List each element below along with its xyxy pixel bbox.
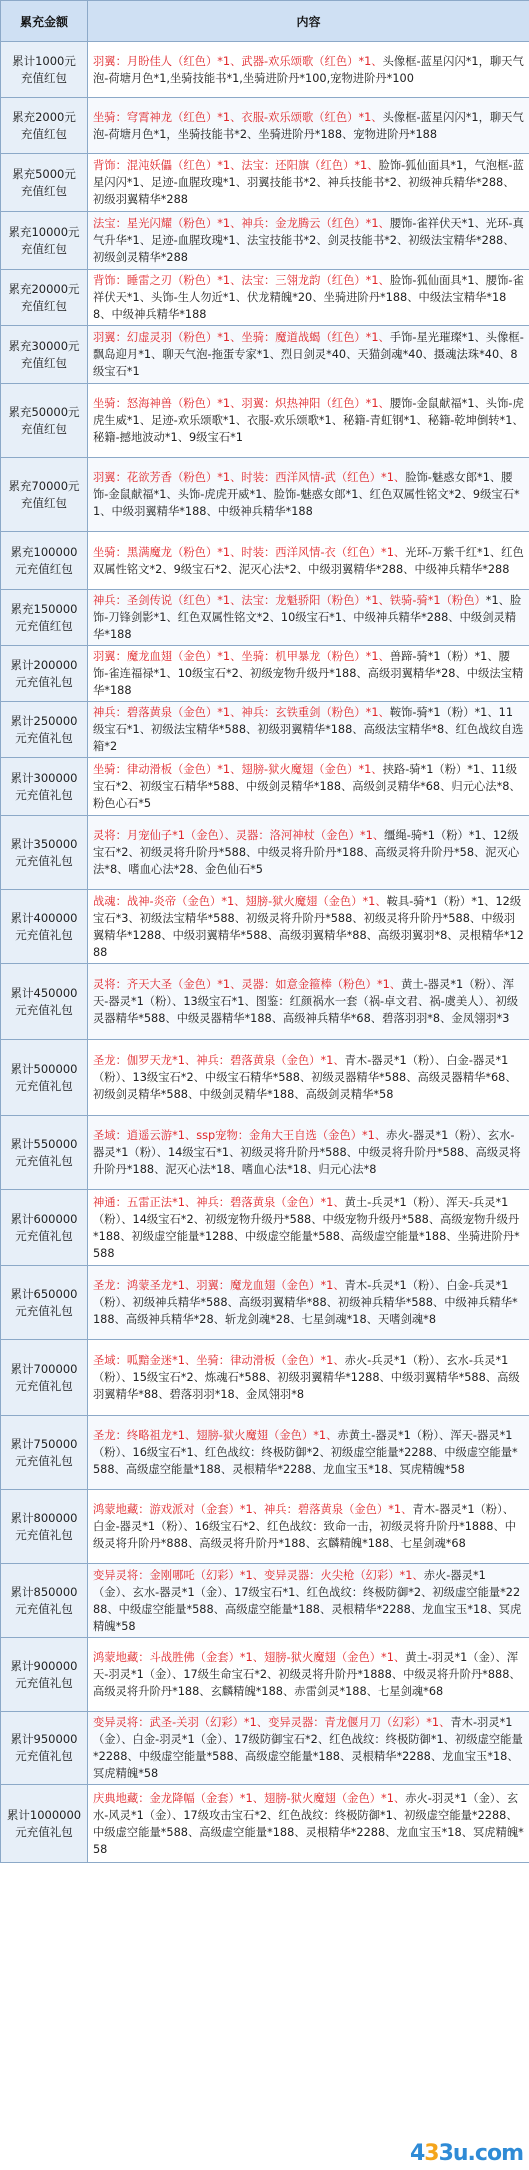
amount-cell: [1, 1785, 88, 1863]
amount-sublabel: 元充值礼包: [15, 1303, 73, 1318]
amount-sublabel: 充值红包: [21, 421, 67, 436]
table-row: [1, 702, 529, 758]
reward-content-cell: [88, 816, 529, 890]
amount-cell: [1, 42, 88, 98]
table-body: [1, 42, 529, 1863]
reward-content-cell: [88, 98, 529, 154]
reward-content-cell: [88, 1785, 529, 1863]
amount-cell: [1, 1040, 88, 1116]
amount-cell: [1, 1638, 88, 1712]
reward-list-text: 脸饰-狐仙面具*1，气泡框-蓝星闪闪*1、足迹-血腥玫瑰*1、羽翼技能书*2、神兵技能书*2、初级神兵精华*288、初级羽翼精华*288: [93, 159, 524, 206]
reward-list-text: 黄土-羽灵*1（金）、浑天-羽灵*1（金）、17级生命宝石*2、初级灵将升阶丹*1888、中级灵将升阶丹*888、高级灵将升阶丹*188、玄麟精魄*188、赤雷剑灵*188、七星剑魂*68: [93, 1651, 521, 1698]
amount-sublabel: 元充值礼包: [15, 1378, 73, 1393]
table-row: [1, 270, 529, 326]
table-row: [1, 646, 529, 702]
reward-content-cell: [88, 1712, 529, 1785]
amount-cell: [1, 458, 88, 532]
reward-list-text: 黄土-器灵*1（粉）、浑天-器灵*1（粉）、13级宝石*1、图鉴：红颜祸水一套（祸-卓文君、祸-虞美人）、初级灵器精华*588、中级灵器精华*188、高级神兵精华*68、碧落羽羽*8、金凤翎羽*3: [93, 978, 519, 1025]
featured-reward-text: 羽翼：魔龙血翅（金色）*1、坐骑：机甲暴龙（粉色）*1、: [93, 650, 390, 663]
reward-list-text: 挟路-骑*1（粉）*1、11级宝石*2、初级宝石精华*588、中级剑灵精华*188、高级剑灵精华*68、归元心法*8、粉色心石*5: [93, 763, 521, 810]
amount-label: 累充30000元: [8, 338, 80, 353]
featured-reward-text: 鸿蒙地藏：斗战胜佛（金套）*1、翅膀-狱火魔翅（金色）*1、: [93, 1651, 406, 1664]
reward-list-text: 青木-羽灵*1（金）、白金-羽灵*1（金）、17级防御宝石*2、红色战纹：终极防御*1、初级虚空能量*2288、中级虚空能量*588、高级虚空能量*188、灵根精华*2288、龙血宝玉*18、冥虎精魄*58: [93, 1716, 523, 1780]
featured-reward-text: 圣域：逍遥云游*1、ssp宠物：金角大王自选（金色）*1、: [93, 1129, 387, 1142]
reward-list-text: 脸饰-魅惑女郎*1、腰饰-金鼠献福*1、头饰-虎虎开威*1、脸饰-魅惑女郎*1、红色双属性铭文*2、9级宝石*1、中级羽翼精华*188、中级神兵精华*188: [93, 471, 520, 518]
reward-content-cell: [88, 326, 529, 384]
reward-content-cell: [88, 458, 529, 532]
table-row: [1, 758, 529, 816]
amount-label: 累充20000元: [8, 281, 80, 296]
column-header-content: 内容: [88, 1, 529, 42]
amount-cell: [1, 98, 88, 154]
featured-reward-text: 圣域：呱黯金迷*1、坐骑：律动滑板（金色）*1、: [93, 1354, 345, 1367]
amount-sublabel: 元充值礼包: [15, 674, 73, 689]
reward-list-text: 赤火-器灵*1（粉）、玄水-器灵*1（粉）、14级宝石*1、初级灵将升阶丹*588、中级灵将升阶丹*588、高级灵将升阶丹*188、泥灭心法*18、嗜血心法*18、归元心法*8: [93, 1129, 521, 1176]
amount-label: 累计800000: [10, 1510, 78, 1525]
amount-label: 累充70000元: [8, 478, 80, 493]
amount-sublabel: 元充值礼包: [15, 1002, 73, 1017]
amount-label: 累计450000: [10, 985, 78, 1000]
reward-content-cell: [88, 1040, 529, 1116]
amount-label: 累计850000: [10, 1584, 78, 1599]
reward-list-text: 头像框-蓝星闪闪*1，聊天气泡-荷塘月色*1,坐骑技能书*1,坐骑进阶丹*100,宠物进阶丹*100: [93, 54, 524, 85]
reward-content-cell: [88, 42, 529, 98]
amount-sublabel: 充值红包: [21, 126, 67, 141]
table-row: [1, 212, 529, 270]
featured-reward-text: 灵将：齐天大圣（金色）*1、灵器：如意金箍棒（粉色）*1、: [93, 978, 402, 991]
reward-list-text: 鞍具-骑*1（粉）*1、12级宝石*3、初级法宝精华*588、初级灵将升阶丹*588、初级灵将升阶丹*588、中级羽翼精华*1288、中级羽翼精华*588、高级羽翼精华*88、高级羽翼羽*8、灵根精华*1288: [93, 894, 524, 959]
column-header-amount: 累充金额: [1, 1, 88, 42]
amount-sublabel: 元充值红包: [15, 561, 73, 576]
reward-content-cell: [88, 964, 529, 1040]
amount-cell: [1, 154, 88, 212]
table-row: [1, 1416, 529, 1490]
amount-sublabel: 充值红包: [21, 70, 67, 85]
amount-cell: [1, 212, 88, 270]
reward-list-text: 黄土-兵灵*1（粉）、浑天-兵灵*1（粉）、14级宝石*2、初级宠物升级丹*588、中级宠物升级丹*588、高级宠物升级丹*188、初级虚空能量*1288、中级虚空能量*588、高级虚空能量*188、坐骑进阶丹*588: [93, 1195, 520, 1260]
amount-cell: [1, 816, 88, 890]
reward-list-text: 缰绳-骑*1（粉）*1、12级宝石*2、初级灵将升阶丹*588、中级灵将升阶丹*188、高级灵将升阶丹*58、泥灭心法*8、嗜血心法*28、金色仙石*5: [93, 829, 520, 876]
table-row: [1, 326, 529, 384]
featured-reward-text: 神兵：碧落黄泉（金色）*1、神兵：玄铁重剑（粉色）*1、: [93, 706, 390, 719]
featured-reward-text: 灵将：月宠仙子*1（金色）、灵器：洛河神杖（金色）*1、: [93, 829, 385, 842]
reward-content-cell: [88, 890, 529, 964]
amount-label: 累计250000: [10, 713, 78, 728]
amount-sublabel: 元充值礼包: [15, 1078, 73, 1093]
featured-reward-text: 神通：五雷正法*1、神兵：碧落黄泉（金色）*1、: [93, 1195, 345, 1209]
amount-label: 累充150000: [10, 601, 78, 616]
reward-content-cell: [88, 1416, 529, 1490]
featured-reward-text: 战魂：战神-炎帝（金色）*1、翅膀-狱火魔翅（金色）*1、: [93, 894, 387, 908]
amount-label: 累充2000元: [12, 109, 76, 124]
reward-content-cell: [88, 1490, 529, 1564]
reward-list-text: 鞍饰-骑*1（粉）*1、11级宝石*1、初级法宝精华*588、初级羽翼精华*188、高级法宝精华*8、红色战纹自选箱*2: [93, 706, 524, 753]
amount-cell: [1, 384, 88, 458]
amount-cell: [1, 964, 88, 1040]
amount-label: 累计650000: [10, 1286, 78, 1301]
table-row: [1, 1490, 529, 1564]
featured-reward-text: 羽翼：花欲芳香（粉色）*1、时装：西洋风情-武（红色）*1、: [93, 471, 406, 484]
amount-sublabel: 元充值礼包: [15, 1153, 73, 1168]
featured-reward-text: 庆典地藏：金龙降幅（金套）*1、翅膀-狱火魔翅（金色）*1、: [93, 1791, 406, 1805]
amount-label: 累计400000: [10, 910, 78, 925]
table-row: [1, 1564, 529, 1638]
table-row: [1, 1638, 529, 1712]
amount-sublabel: 元充值礼包: [15, 1675, 73, 1690]
amount-sublabel: 元充值礼包: [15, 1749, 73, 1763]
reward-content-cell: [88, 758, 529, 816]
table-row: [1, 1340, 529, 1416]
featured-reward-text: 羽翼：幻虚灵羽（粉色）*1、坐骑：魔道战蝎（红色）*1、: [93, 331, 390, 344]
table-row: [1, 1116, 529, 1190]
amount-cell: [1, 1266, 88, 1340]
reward-list-text: 头像框-蓝星闪闪*1，聊天气泡-荷塘月色*1，坐骑技能书*2、坐骑进阶丹*188、宠物进阶丹*188: [93, 110, 524, 141]
amount-label: 累计600000: [10, 1211, 78, 1226]
amount-label: 累计550000: [10, 1136, 78, 1151]
featured-reward-text: 背饰：混沌妖儡（红色）*1、法宝：还阳旗（红色）*1、: [93, 159, 379, 172]
amount-sublabel: 元充值礼包: [15, 1824, 73, 1839]
featured-reward-text: 法宝：星光闪耀（粉色）*1、神兵：金龙腾云（红色）*1、: [93, 217, 390, 230]
amount-sublabel: 元充值礼包: [15, 1453, 73, 1468]
amount-sublabel: 元充值礼包: [15, 927, 73, 942]
reward-list-text: 手饰-星光璀璨*1、头像框-飘岛迎月*1、聊天气泡-拖蛋专家*1、烈日剑灵*40、天猫剑魂*40、摄魂法珠*40、8级宝石*1: [93, 331, 524, 378]
reward-list-text: 青木-器灵*1（粉）、白金-器灵*1（粉）、13级宝石*2、中级宝石精华*588、初级灵器精华*588、高级灵器精华*68、初级剑灵精华*588、中级剑灵精华*188、高级剑灵精华*58: [93, 1054, 517, 1101]
table-row: [1, 890, 529, 964]
amount-label: 累计500000: [10, 1061, 78, 1076]
amount-cell: [1, 646, 88, 702]
table-row: [1, 1266, 529, 1340]
featured-reward-text: 背饰：睡雷之刃（粉色）*1、法宝：三翎龙韵（红色）*1、: [93, 274, 390, 287]
amount-cell: [1, 1190, 88, 1266]
amount-cell: [1, 1490, 88, 1564]
amount-label: 累计1000元: [12, 53, 76, 68]
amount-cell: [1, 1340, 88, 1416]
reward-content-cell: [88, 1266, 529, 1340]
amount-label: 累计200000: [10, 657, 78, 672]
reward-content-cell: [88, 532, 529, 590]
reward-list-text: 青木-兵灵*1（粉）、白金-兵灵*1（粉）、初级神兵精华*588、高级羽翼精华*88、初级神兵精华*588、中级神兵精华*188、高级神兵精华*28、斩龙剑魂*28、七星剑魂*18、天嗜剑魂*8: [93, 1279, 518, 1326]
reward-content-cell: [88, 1190, 529, 1266]
amount-cell: [1, 1564, 88, 1638]
amount-label: 累充5000元: [12, 166, 76, 181]
amount-sublabel: 充值红包: [21, 298, 67, 313]
reward-content-cell: [88, 590, 529, 646]
table-row: [1, 384, 529, 458]
amount-label: 累计750000: [10, 1436, 78, 1451]
featured-reward-text: 坐骑：穹霄神龙（红色）*1、衣服-欢乐颂歌（红色）*1、: [93, 110, 383, 124]
amount-sublabel: 充值红包: [21, 495, 67, 510]
amount-cell: [1, 758, 88, 816]
amount-cell: [1, 590, 88, 646]
reward-content-cell: [88, 702, 529, 758]
reward-content-cell: [88, 1638, 529, 1712]
table-row: [1, 1040, 529, 1116]
amount-sublabel: 元充值礼包: [15, 1527, 73, 1542]
amount-cell: [1, 1712, 88, 1785]
reward-content-cell: [88, 212, 529, 270]
reward-list-text: 青木-器灵*1（粉）、白金-器灵*1（粉）、16级宝石*2、红色战纹：致命一击，初级灵将升阶丹*1888、中级灵将升阶丹*888、高级灵将升阶丹*188、玄麟精魄*188、七星剑魂*68: [93, 1503, 517, 1550]
featured-reward-text: 圣龙：伽罗天龙*1、神兵：碧落黄泉（金色）*1、: [93, 1054, 345, 1067]
reward-content-cell: [88, 1116, 529, 1190]
amount-sublabel: 元充值红包: [15, 618, 73, 633]
reward-content-cell: [88, 1340, 529, 1416]
reward-list-text: 赤黄土-器灵*1（粉）、浑天-器灵*1（粉）、16级宝石*1、红色战纹：终极防御*2、初级虚空能量*2288、中级虚空能量*588、高级虚空能量*188、灵根精华*2288、龙血宝玉*18、冥虎精魄*58: [93, 1429, 518, 1476]
amount-label: 累计300000: [10, 770, 78, 785]
featured-reward-text: 变异灵将：武圣-关羽（幻彩）*1、变异灵器：青龙偃月刀（幻彩）*1、: [93, 1716, 451, 1729]
featured-reward-text: 坐骑：怒海神兽（粉色）*1、羽翼：炽热神阳（红色）*1、: [93, 397, 390, 410]
table-row: [1, 98, 529, 154]
table-row: [1, 532, 529, 590]
featured-reward-text: 圣龙：鸿蒙圣龙*1、羽翼：魔龙血翅（金色）*1、: [93, 1279, 345, 1292]
reward-list-text: 腰饰-雀祥伏天*1、光环-真气升华*1、足迹-血腥玫瑰*1、法宝技能书*2、剑灵技能书*2、初级法宝精华*288、初级剑灵精华*288: [93, 217, 524, 264]
amount-label: 累充50000元: [8, 404, 80, 419]
featured-reward-text: 神兵：圣剑传说（红色）*1、法宝：龙魁骄阳（粉色）*1、铁骑-骑*1（粉色）: [93, 594, 486, 607]
reward-list-text: *1、脸饰-刀锋剑影*1、红色双属性铭文*2、10级宝石*1、中级神兵精华*288、中级剑灵精华*188: [93, 594, 522, 641]
featured-reward-text: 变异灵将：金刚哪吒（幻彩）*1、变异灵器：火尖枪（幻彩）*1、: [93, 1568, 424, 1582]
table-row: [1, 42, 529, 98]
amount-sublabel: 元充值礼包: [15, 1228, 73, 1243]
reward-list-text: 赤火-器灵*1（金）、玄水-器灵*1（金）、17级宝石*1、红色战纹：终极防御*2、初级虚空能量*2288、中级虚空能量*588、高级虚空能量*188、灵根精华*2288、龙血宝玉*18、冥虎精魄*58: [93, 1568, 522, 1633]
table-row: [1, 1712, 529, 1785]
table-row: [1, 964, 529, 1040]
amount-label: 累计350000: [10, 836, 78, 851]
table-row: [1, 458, 529, 532]
featured-reward-text: 圣龙：终略祖龙*1、翅膀-狱火魔翅（金色）*1、: [93, 1429, 338, 1442]
amount-label: 累计900000: [10, 1658, 78, 1673]
reward-list-text: 光环-万紫千红*1、红色双属性铭文*2、9级宝石*2、泥灭心法*2、中级羽翼精华*288、中级神兵精华*288: [93, 545, 524, 576]
reward-content-cell: [88, 154, 529, 212]
table-row: [1, 816, 529, 890]
reward-list-text: 脸饰-狐仙面具*1、腰饰-雀祥伏天*1、头饰-生人勿近*1、伏龙精魄*20、坐骑进阶丹*188、中级法宝精华*188、中级神兵精华*188: [93, 274, 524, 321]
amount-cell: [1, 1416, 88, 1490]
amount-cell: [1, 270, 88, 326]
featured-reward-text: 鸿蒙地藏：游戏派对（金套）*1、神兵：碧落黄泉（金色）*1、: [93, 1503, 413, 1516]
reward-content-cell: [88, 646, 529, 702]
amount-sublabel: 元充值礼包: [15, 730, 73, 745]
reward-list-text: 兽蹄-骑*1（粉）*1、腰饰-雀连福禄*1、10级宝石*2、初级宠物升级丹*188、高级羽翼精华*28、中级法宝精华*188: [93, 650, 524, 697]
featured-reward-text: 坐骑：黑满魔龙（粉色）*1、时装：西洋风情-衣（红色）*1、: [93, 545, 406, 559]
amount-cell: [1, 890, 88, 964]
amount-cell: [1, 326, 88, 384]
reward-content-cell: [88, 270, 529, 326]
amount-label: 累计1000000: [6, 1807, 82, 1822]
amount-label: 累计700000: [10, 1361, 78, 1376]
table-row: [1, 1190, 529, 1266]
reward-list-text: 赤火-兵灵*1（粉）、玄水-兵灵*1（粉）、15级宝石*2、炼魂石*588、初级羽翼精华*1288、中级羽翼精华*588、高级羽翼精华*88、碧落羽羽*18、金凤翎羽*8: [93, 1354, 520, 1401]
amount-sublabel: 元充值礼包: [15, 787, 73, 802]
featured-reward-text: 坐骑：律动滑板（金色）*1、翅膀-狱火魔翅（金色）*1、: [93, 763, 383, 776]
featured-reward-text: 羽翼：月盼佳人（红色）*1、武器-欢乐颂歌（红色）*1、: [93, 54, 383, 68]
reward-list-text: 腰饰-金鼠献福*1、头饰-虎虎生威*1、足迹-欢乐颂歌*1、衣服-欢乐颂歌*1、秘籍-青虹钢*1、秘籍-乾坤倒转*1、秘籍-撼地波动*1、9级宝石*1: [93, 397, 524, 444]
site-watermark-logo: 433u.com: [409, 2141, 523, 2166]
table-row: [1, 154, 529, 212]
amount-label: 累计950000: [10, 1732, 78, 1746]
amount-sublabel: 元充值礼包: [15, 853, 73, 868]
amount-label: 累充100000: [10, 544, 78, 559]
amount-sublabel: 充值红包: [21, 183, 67, 198]
amount-sublabel: 充值红包: [21, 355, 67, 370]
table-row: [1, 1785, 529, 1863]
table-row: [1, 590, 529, 646]
reward-content-cell: [88, 384, 529, 458]
table-header: [1, 1, 529, 42]
amount-sublabel: 充值红包: [21, 241, 67, 256]
reward-content-cell: [88, 1564, 529, 1638]
amount-cell: [1, 1116, 88, 1190]
amount-cell: [1, 532, 88, 590]
amount-sublabel: 元充值礼包: [15, 1601, 73, 1616]
amount-label: 累充10000元: [8, 224, 80, 239]
amount-cell: [1, 702, 88, 758]
reward-list-text: 赤火-羽灵*1（金）、玄水-风灵*1（金）、17级攻击宝石*2、红色战纹：终极防御*1、初级虚空能量*2288、中级虚空能量*588、高级虚空能量*188、灵根精华*2288、龙血宝玉*18、冥虎精魄*58: [93, 1791, 524, 1856]
